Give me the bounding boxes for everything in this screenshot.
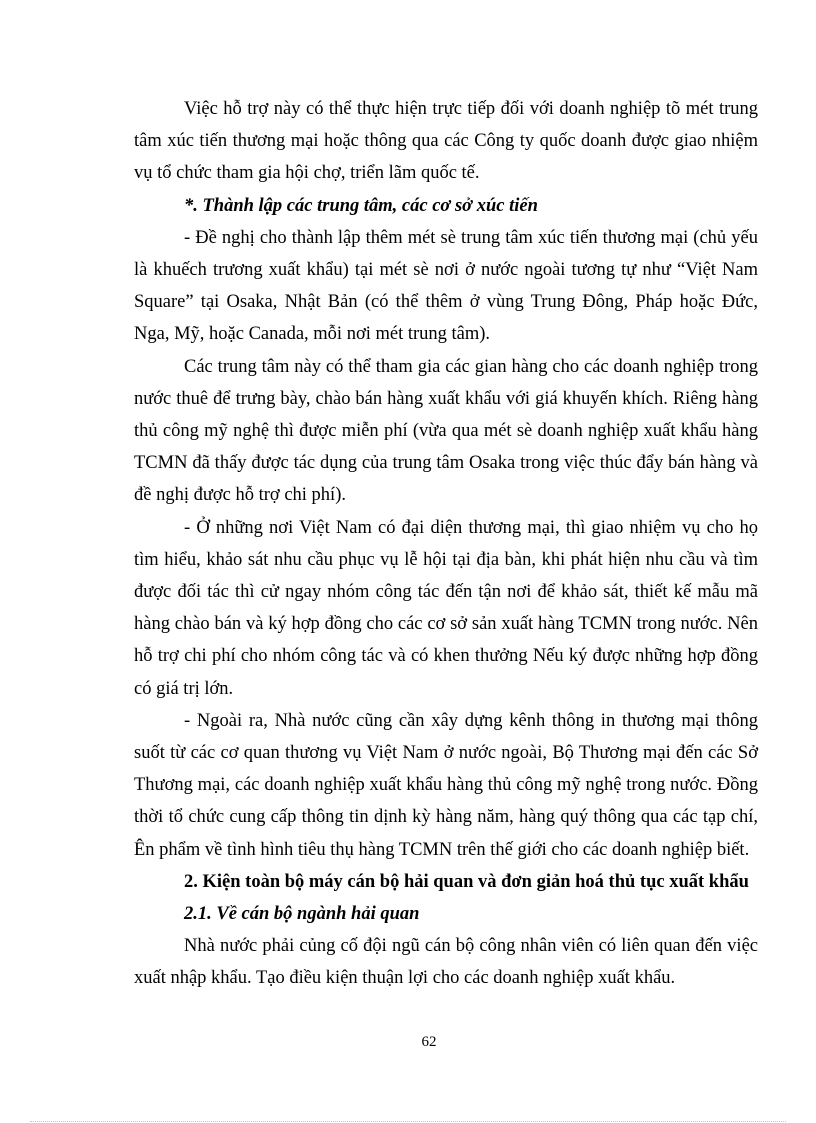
paragraph-center-booths: Các trung tâm này có thể tham gia các gian hàng cho các doanh nghiệp trong nước thuê để trưng bày, chào bán hàng xuất khẩu với giá khuyến khích. Riêng hàng thủ công mỹ nghệ thì được miễn phí (vừa qua mét sè doanh nghiệp xuất khẩu hàng TCMN đã thấy được tác dụng của trung tâm Osaka trong việc thúc đẩy bán hàng và đề nghị được hỗ trợ chi phí). — [134, 356, 758, 506]
heading-establish-centers: *. Thành lập các trung tâm, các cơ sở xúc tiến — [184, 195, 538, 216]
paragraph-propose-centers: - Đề nghị cho thành lập thêm mét sè trung tâm xúc tiến thương mại (chủ yếu là khuếch trương xuất khẩu) tại mét sè nơi ở nước ngoài tương tự như “Việt Nam Square” tại Osaka, Nhật Bản (có thể thêm ở vùng Trung Đông, Pháp hoặc Đức, Nga, Mỹ, hoặc Canada, mỗi nơi mét trung tâm). — [134, 227, 758, 345]
page-number: 62 — [421, 1034, 437, 1050]
footer-divider — [30, 1121, 786, 1122]
page-body — [134, 93, 758, 995]
subsection-heading-customs-staff: 2.1. Về cán bộ ngành hải quan — [184, 904, 420, 925]
section-heading-customs: 2. Kiện toàn bộ máy cán bộ hải quan và đơn giản hoá thủ tục xuất khẩu — [184, 871, 749, 892]
paragraph-trade-representatives: - Ở những nơi Việt Nam có đại diện thương mại, thì giao nhiệm vụ cho họ tìm hiểu, khảo sát nhu cầu phục vụ lễ hội tại địa bàn, khi phát hiện nhu cầu và tìm được đối tác thì cử ngay nhóm công tác đến tận nơi để khảo sát, thiết kế mẫu mã hàng chào bán và ký hợp đồng cho các cơ sở sản xuất hàng TCMN trong nước. Nên hỗ trợ chi phí cho nhóm công tác và có khen thưởng Nếu ký được những hợp đồng có giá trị lớn. — [134, 517, 758, 699]
paragraph-information-channel: - Ngoài ra, Nhà nước cũng cần xây dựng kênh thông in thương mại thông suốt từ các cơ quan thương vụ Việt Nam ở nước ngoài, Bộ Thương mại đến các Sở Thương mại, các doanh nghiệp xuất khẩu hàng thủ công mỹ nghệ trong nước. Đồng thời tổ chức cung cấp thông tin dịnh kỳ hàng năm, hàng quý thông qua các tạp chí, Ên phẩm về tình hình tiêu thụ hàng TCMN trên thế giới cho các doanh nghiệp biết. — [134, 710, 758, 860]
paragraph-consolidate-staff: Nhà nước phải củng cố đội ngũ cán bộ công nhân viên có liên quan đến việc xuất nhập khẩu. Tạo điều kiện thuận lợi cho các doanh nghiệp xuất khẩu. — [134, 936, 758, 989]
paragraph-support-direct: Việc hỗ trợ này có thể thực hiện trực tiếp đối với doanh nghiệp tõ mét trung tâm xúc tiến thương mại hoặc thông qua các Công ty quốc doanh được giao nhiệm vụ tổ chức tham gia hội chợ, triển lãm quốc tế. — [134, 99, 758, 184]
